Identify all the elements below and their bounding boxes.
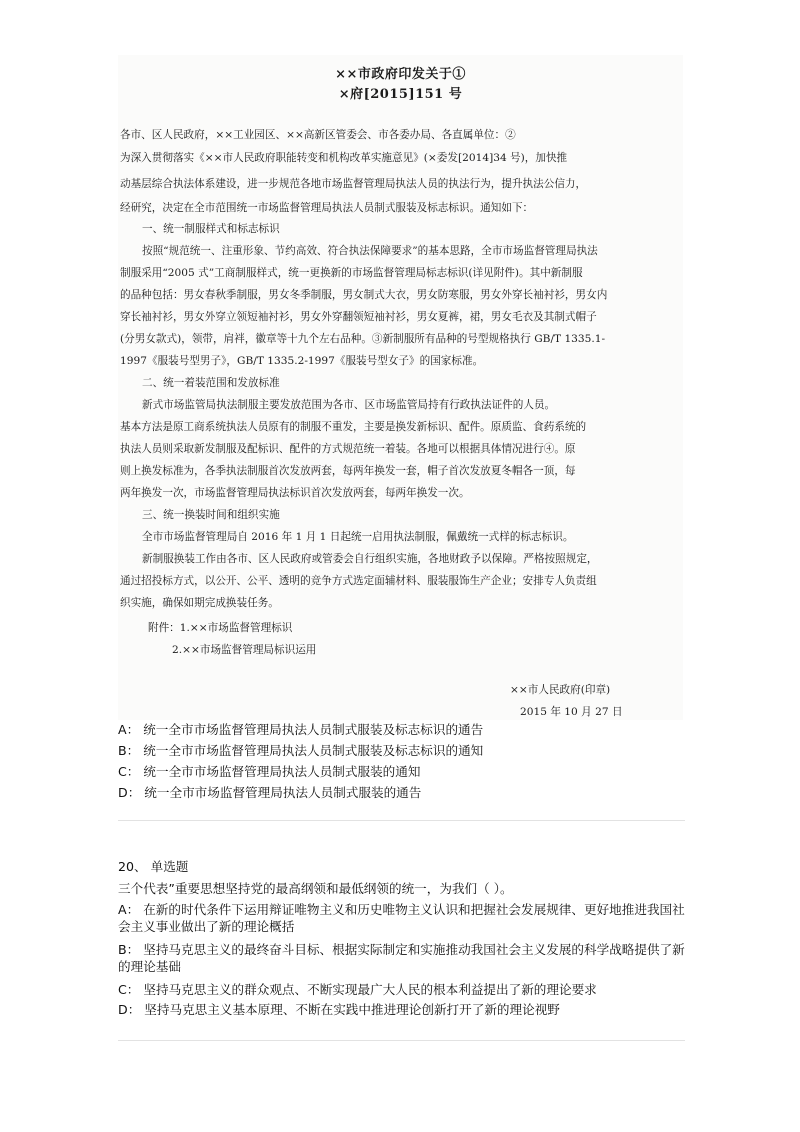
q19-option-b[interactable]: B： 统一全市市场监督管理局执法人员制式服装及标志标识的通知	[118, 743, 484, 758]
doc-line: 则上换发标准为，各季执法制服首次发放两套，每两年换发一套，帽子首次发放夏冬帽各一顶，每	[120, 465, 576, 477]
divider	[118, 820, 685, 821]
q20-stem: 三个代表”重要思想坚持党的最高纲领和最低纲领的统一，为我们（ ）。	[118, 881, 513, 896]
doc-title-line1: ××市政府印发关于①	[335, 67, 466, 82]
doc-title-line2: ×府[2015]151 号	[338, 87, 463, 102]
doc-date: 2015 年 10 月 27 日	[520, 706, 623, 718]
q19-option-a[interactable]: A： 统一全市市场监督管理局执法人员制式服装及标志标识的通告	[118, 722, 484, 737]
doc-line: 执法人员则采取新发制服及配标识、配件的方式规范统一着装。各地可以根据具体情况进行④。原	[120, 443, 576, 455]
scanned-document-image	[118, 55, 683, 720]
doc-addressee: 各市、区人民政府，××工业园区、××高新区管委会、市各委办局、各直属单位：②	[120, 129, 516, 141]
doc-line: 制服采用“2005 式”工商制服样式，统一更换新的市场监督管理局标志标识(详见附件)。其中新制服	[120, 267, 583, 279]
doc-attachment-2: 2.××市场监督管理局标识运用	[172, 644, 317, 656]
doc-heading: 一、统一制服样式和标志标识	[142, 223, 280, 235]
doc-line: 经研究，决定在全市范围统一市场监督管理局执法人员制式服装及标志标识。通知如下：	[120, 202, 534, 214]
doc-heading: 二、统一着装范围和发放标准	[142, 377, 280, 389]
q20-option-d[interactable]: D： 坚持马克思主义基本原理、不断在实践中推进理论创新打开了新的理论视野	[118, 1002, 560, 1017]
q19-option-d[interactable]: D： 统一全市市场监督管理局执法人员制式服装的通告	[118, 785, 422, 800]
q19-option-c[interactable]: C： 统一全市市场监督管理局执法人员制式服装的通知	[118, 764, 421, 779]
doc-line: 基本方法是原工商系统执法人员原有的制服不重发，主要是换发新标识、配件。原质监、食药系统的	[120, 421, 587, 433]
doc-line: 两年换发一次，市场监督管理局执法标识首次发放两套，每两年换发一次。	[120, 487, 470, 499]
doc-line: 全市市场监督管理局自 2016 年 1 月 1 日起统一启用执法制服，佩戴统一式样的标志标识。	[142, 531, 574, 543]
doc-line: (分男女款式)，领带，肩袢，徽章等十九个左右品种。③新制服所有品种的号型规格执行 GB/T 1335.1-	[120, 333, 606, 345]
q20-option-c[interactable]: C： 坚持马克思主义的群众观点、不断实现最广大人民的根本利益提出了新的理论要求	[118, 982, 597, 997]
doc-attachment-1: 附件：1.××市场监督管理标识	[148, 622, 293, 634]
doc-line: 1997《服装号型男子》，GB/T 1335.2-1997《服装号型女子》的国家标准。	[120, 355, 484, 367]
doc-line: 新式市场监管局执法制服主要发放范围为各市、区市场监管局持有行政执法证件的人员。	[142, 399, 556, 411]
doc-line: 穿长袖衬衫，男女外穿立领短袖衬衫，男女外穿翻领短袖衬衫，男女夏裤，裙，男女毛衣及其制式帽子	[120, 311, 597, 323]
doc-line: 新制服换装工作由各市、区人民政府或管委会自行组织实施，各地财政予以保障。严格按照规定，	[142, 553, 598, 565]
doc-line: 的品种包括：男女春秋季制服，男女冬季制服，男女制式大衣，男女防寒服，男女外穿长袖衬衫，男女内	[120, 289, 608, 301]
q20-option-a[interactable]: A： 在新的时代条件下运用辩证唯物主义和历史唯物主义认识和把握社会发展规律、更好地推进我国社会主义事业做出了新的理论概括	[118, 902, 685, 934]
doc-line: 通过招投标方式，以公开、公平、透明的竞争方式选定面辅材料、服装服饰生产企业；安排专人负责组	[120, 575, 597, 587]
q20-option-b[interactable]: B： 坚持马克思主义的最终奋斗目标、根据实际制定和实施推动我国社会主义发展的科学战略提供了新的理论基础	[118, 942, 685, 974]
doc-line: 为深入贯彻落实《××市人民政府职能转变和机构改革实施意见》(×委发[2014]34 号)，加快推	[120, 152, 568, 164]
q20-header: 20、 单选题	[118, 859, 189, 874]
doc-heading: 三、统一换装时间和组织实施	[142, 509, 280, 521]
doc-line: 织实施，确保如期完成换装任务。	[120, 597, 279, 609]
doc-signature: ××市人民政府(印章)	[510, 684, 611, 696]
doc-line: 动基层综合执法体系建设，进一步规范各地市场监督管理局执法人员的执法行为，提升执法公信力，	[120, 178, 587, 190]
divider	[118, 1040, 685, 1041]
doc-line: 按照“规范统一、注重形象、节约高效、符合执法保障要求”的基本思路，全市市场监督管理局执法	[142, 245, 598, 257]
